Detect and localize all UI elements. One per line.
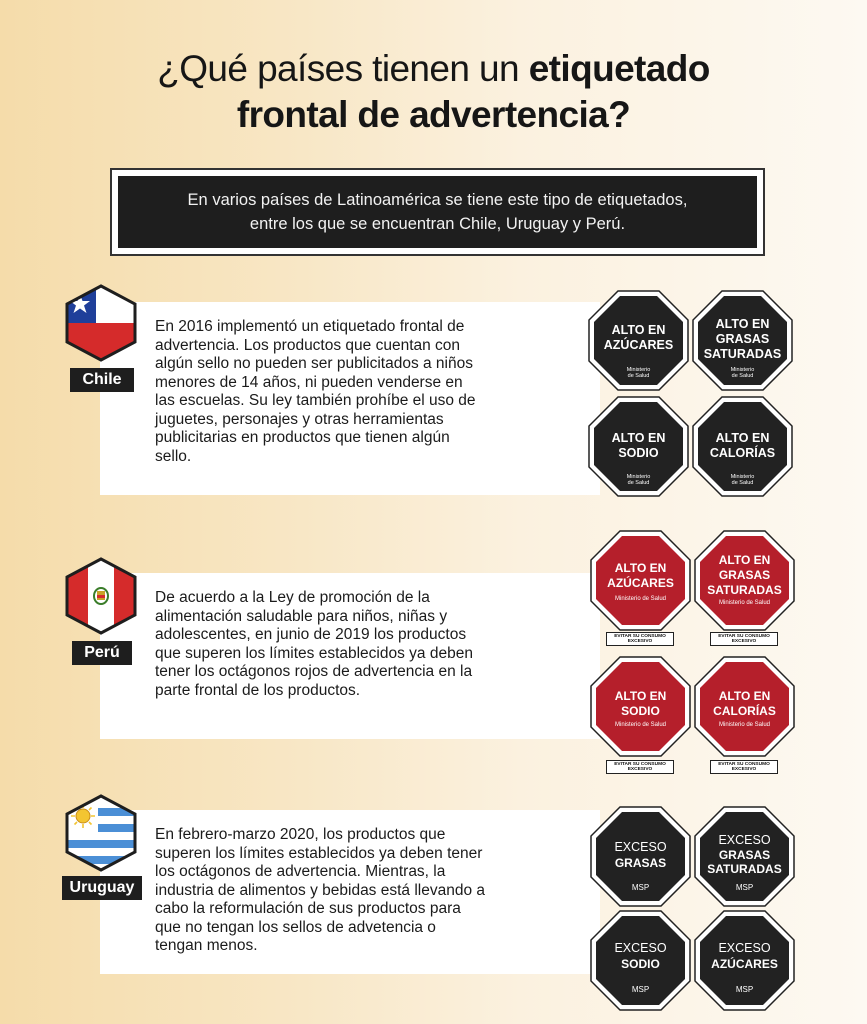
- page-title: [0, 46, 867, 138]
- uruguay-card: [100, 810, 600, 974]
- seal-msp: MSP: [631, 985, 650, 994]
- chile-seal-calorias: [692, 396, 793, 497]
- uruguay-seal-sodio: [590, 910, 691, 1011]
- peru-seal-calorias: [694, 656, 795, 757]
- chile-card: [100, 302, 600, 495]
- peru-card: [100, 573, 600, 739]
- seal-ministry: Ministerio de Salud: [718, 722, 771, 728]
- seal-ministry: Ministerio de Salud: [614, 722, 667, 728]
- seal-ministry: Ministerio de Salud: [730, 474, 755, 486]
- seal-ministry: Ministerio de Salud: [730, 367, 755, 379]
- seal-label: ALTO EN GRASAS SATURADAS: [707, 553, 782, 597]
- seal-label: ALTO EN SODIO: [614, 689, 667, 718]
- seal-label: ALTO EN AZÚCARES: [607, 561, 674, 590]
- peru-description: De acuerdo a la Ley de promoción de la alimentación saludable para niños, niñas y adolescentes, en junio de 2019 los productos que superen los límites establecidos ya deben tener los octágonos rojos de advertencia en la parte frontal de los productos.: [155, 589, 473, 699]
- seal-label: ALTO EN AZÚCARES: [603, 323, 674, 352]
- title-bold-2: frontal de advertencia?: [236, 94, 631, 135]
- chile-description: En 2016 implementó un etiquetado frontal de advertencia. Los productos que cuentan con algún sello no pueden ser publicitados a niños menores de 14 años, ni pueden venderse en las escuelas. Su ley también prohíbe el uso de juguetes, personajes y otras herramientas publicitarias en productos que tienen algún sello.: [155, 318, 476, 465]
- seal-label: GRASAS SATURADAS: [707, 848, 782, 876]
- seal-exceso: EXCESO: [614, 941, 667, 955]
- seal-label: ALTO EN SODIO: [611, 431, 666, 460]
- peru-seal-sodio: [590, 656, 691, 757]
- seal-label: SODIO: [621, 957, 660, 971]
- seal-exceso: EXCESO: [614, 840, 667, 854]
- uruguay-description: En febrero-marzo 2020, los productos que superen los límites establecidos ya deben tener los octágonos de advertencia. Mientras, la industria de alimentos y bebidas está llevando a cabo la reformulación de sus productos para que no tengan los sellos de advetencia o tengan menos.: [155, 826, 486, 954]
- seal-label: GRASAS: [614, 856, 667, 870]
- uruguay-seal-grasas-saturadas: [694, 806, 795, 907]
- peru-excess-box: EVITAR SU CONSUMO EXCESIVO: [606, 760, 674, 774]
- seal-msp: MSP: [735, 985, 754, 994]
- chile-flag-icon: [64, 284, 138, 362]
- uruguay-label: Uruguay: [62, 876, 142, 900]
- seal-ministry: Ministerio de Salud: [626, 367, 651, 379]
- seal-label: ALTO EN CALORÍAS: [709, 431, 776, 460]
- peru-seal-azucares: [590, 530, 691, 631]
- peru-label: Perú: [72, 641, 132, 665]
- uruguay-seal-grasas: [590, 806, 691, 907]
- chile-seal-grasas-saturadas: [692, 290, 793, 391]
- title-bold-1: etiquetado: [528, 48, 710, 89]
- intro-line-2: entre los que se encuentran Chile, Uruguay y Perú.: [249, 215, 626, 233]
- seal-ministry: Ministerio de Salud: [718, 600, 771, 606]
- seal-label: AZÚCARES: [711, 957, 778, 971]
- seal-label: ALTO EN CALORÍAS: [713, 689, 776, 718]
- uruguay-flag-icon: [64, 794, 138, 872]
- seal-label: ALTO EN GRASAS SATURADAS: [703, 317, 782, 361]
- peru-excess-box: EVITAR SU CONSUMO EXCESIVO: [710, 760, 778, 774]
- intro-box: [110, 168, 765, 256]
- peru-seal-grasas-saturadas: [694, 530, 795, 631]
- chile-label: Chile: [70, 368, 134, 392]
- chile-seal-azucares: [588, 290, 689, 391]
- seal-msp: MSP: [735, 883, 754, 892]
- chile-seal-sodio: [588, 396, 689, 497]
- title-prefix: ¿Qué países tienen un: [157, 48, 529, 89]
- seal-ministry: Ministerio de Salud: [626, 474, 651, 486]
- seal-ministry: Ministerio de Salud: [614, 596, 667, 602]
- uruguay-seal-azucares: [694, 910, 795, 1011]
- peru-flag-icon: [64, 557, 138, 635]
- seal-exceso: EXCESO: [718, 941, 771, 955]
- seal-exceso: EXCESO: [718, 833, 771, 847]
- intro-line-1: En varios países de Latinoamérica se tiene este tipo de etiquetados,: [187, 191, 688, 209]
- seal-msp: MSP: [631, 883, 650, 892]
- peru-excess-box: EVITAR SU CONSUMO EXCESIVO: [606, 632, 674, 646]
- peru-excess-box: EVITAR SU CONSUMO EXCESIVO: [710, 632, 778, 646]
